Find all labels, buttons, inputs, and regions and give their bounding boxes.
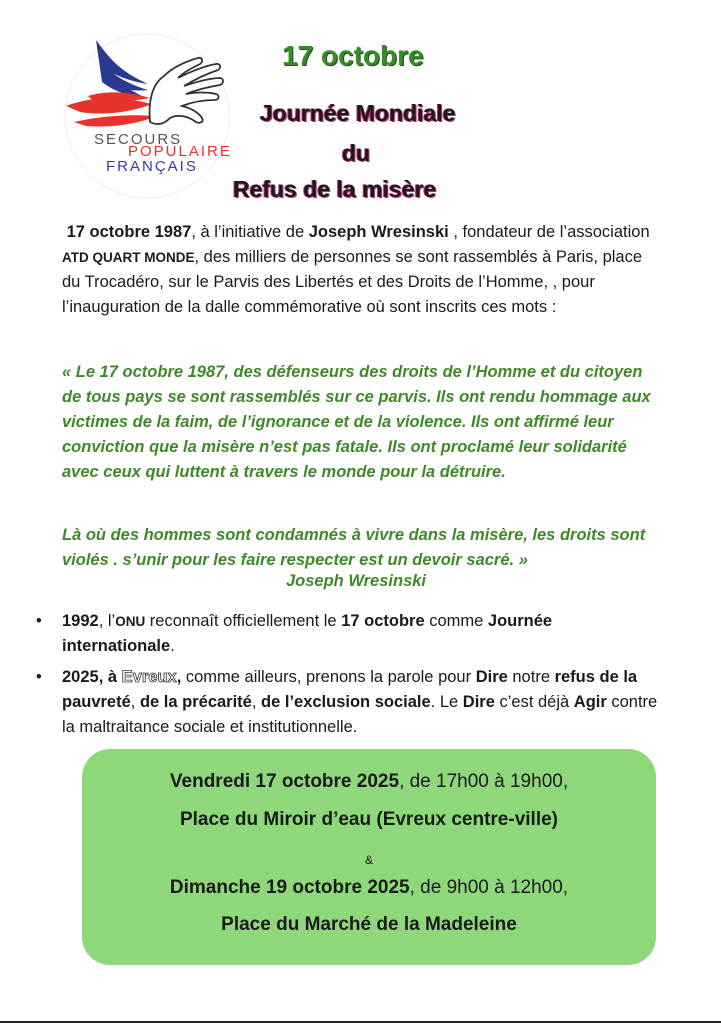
title-line-3: Refus de la misère [233, 176, 437, 202]
event-place-2: Place du Marché de la Madeleine [221, 914, 517, 935]
bullet2-agir: Agir [573, 693, 607, 711]
bullet2-text: c’est déjà [494, 693, 574, 711]
intro-text-2: , fondateur de l’association [448, 223, 650, 241]
bullet1-journee: Journée internationale [62, 612, 553, 655]
bullet2-year: 2025, à [62, 668, 122, 686]
bullet1-text: . [170, 637, 175, 655]
bullet2-text: , [130, 693, 140, 711]
intro-text-3: , des milliers de personnes se sont rassemblés à Paris, place du Trocadéro, sur le Parvis des Libertés et des Droits de l’Homme, , pour l’inauguration de la dalle commémorative où sont inscrits ces mots : [62, 248, 643, 316]
event-line-3 [82, 877, 656, 899]
event-day-1: Vendredi 17 octobre 2025 [169, 771, 400, 792]
event-time-2: , de 9h00 à 12h00, [409, 877, 569, 898]
bullet-icon: • [36, 668, 42, 686]
logo-text-francais: FRANÇAIS [106, 158, 198, 175]
intro-organization: ATD QUART MONDE [62, 250, 195, 265]
intro-founder-name: Joseph Wresinski [308, 223, 449, 241]
list-item [36, 609, 660, 659]
event-place-1: Place du Miroir d’eau (Evreux centre-ville) [179, 809, 558, 830]
bullet2-text: notre [507, 668, 555, 686]
bullet1-date: 17 octobre [341, 612, 425, 630]
event-line-1 [82, 771, 656, 793]
bullet2-text: , [251, 693, 262, 711]
event-ampersand: & [364, 853, 373, 867]
bullet2-city: Evreux [121, 668, 177, 686]
bullet1-text: comme [424, 612, 488, 630]
bullet2-text: comme ailleurs, prenons la parole pour [181, 668, 476, 686]
event-day-2: Dimanche 19 octobre 2025 [169, 877, 410, 898]
bullet2-dire-2: Dire [462, 693, 495, 711]
bullet2-refus: refus de la pauvreté [62, 668, 638, 711]
event-box [82, 749, 656, 965]
bullet2-dire: Dire [475, 668, 508, 686]
list-item [36, 665, 660, 740]
bullet-list [36, 609, 660, 746]
quote-paragraph-2: Là où des hommes sont condamnés à vivre dans la misère, les droits sont violés . s’unir pour les faire respecter est un devoir sacré. » [62, 526, 646, 569]
date-title: 17 octobre [282, 40, 424, 71]
page-bottom-rule [0, 1021, 721, 1023]
secours-populaire-logo [52, 32, 242, 200]
bullet1-text: , l’ [98, 612, 116, 630]
logo-text-secours: SECOURS [94, 131, 183, 148]
bullet2-text: contre la maltraitance sociale et institutionnelle. [62, 693, 658, 736]
quote-paragraph-1: « Le 17 octobre 1987, des défenseurs des droits de l’Homme et du citoyen de tous pays se sont rassemblés sur ce parvis. Ils ont rendu hommage aux victimes de la faim, de l’ignorance et de la violence. Ils ont affirmé leur conviction que la misère n’est pas fatale. Ils ont proclamé leur solidarité avec ceux qui luttent à travers le monde pour la détruire. [62, 363, 651, 481]
event-time-1: , de 17h00 à 19h00, [399, 771, 569, 792]
bullet2-text: . Le [430, 693, 463, 711]
title-line-1: Journée Mondiale [260, 100, 456, 126]
intro-text-1: , à l’initiative de [191, 223, 309, 241]
bullet1-text: reconnaît officiellement le [145, 612, 342, 630]
intro-date: 17 octobre 1987 [66, 223, 192, 241]
bullet2-precarite: de la précarité [139, 693, 252, 711]
intro-paragraph [62, 220, 662, 320]
title-line-2: du [342, 140, 371, 166]
bullet2-text: , [176, 668, 182, 686]
quote-author: Joseph Wresinski [286, 572, 427, 590]
bullet-icon: • [36, 612, 42, 630]
bullet1-year: 1992 [62, 612, 99, 630]
logo-text-populaire: POPULAIRE [128, 143, 232, 160]
bullet1-onu: ONU [115, 614, 146, 629]
bullet2-exclusion: de l’exclusion sociale [261, 693, 431, 711]
